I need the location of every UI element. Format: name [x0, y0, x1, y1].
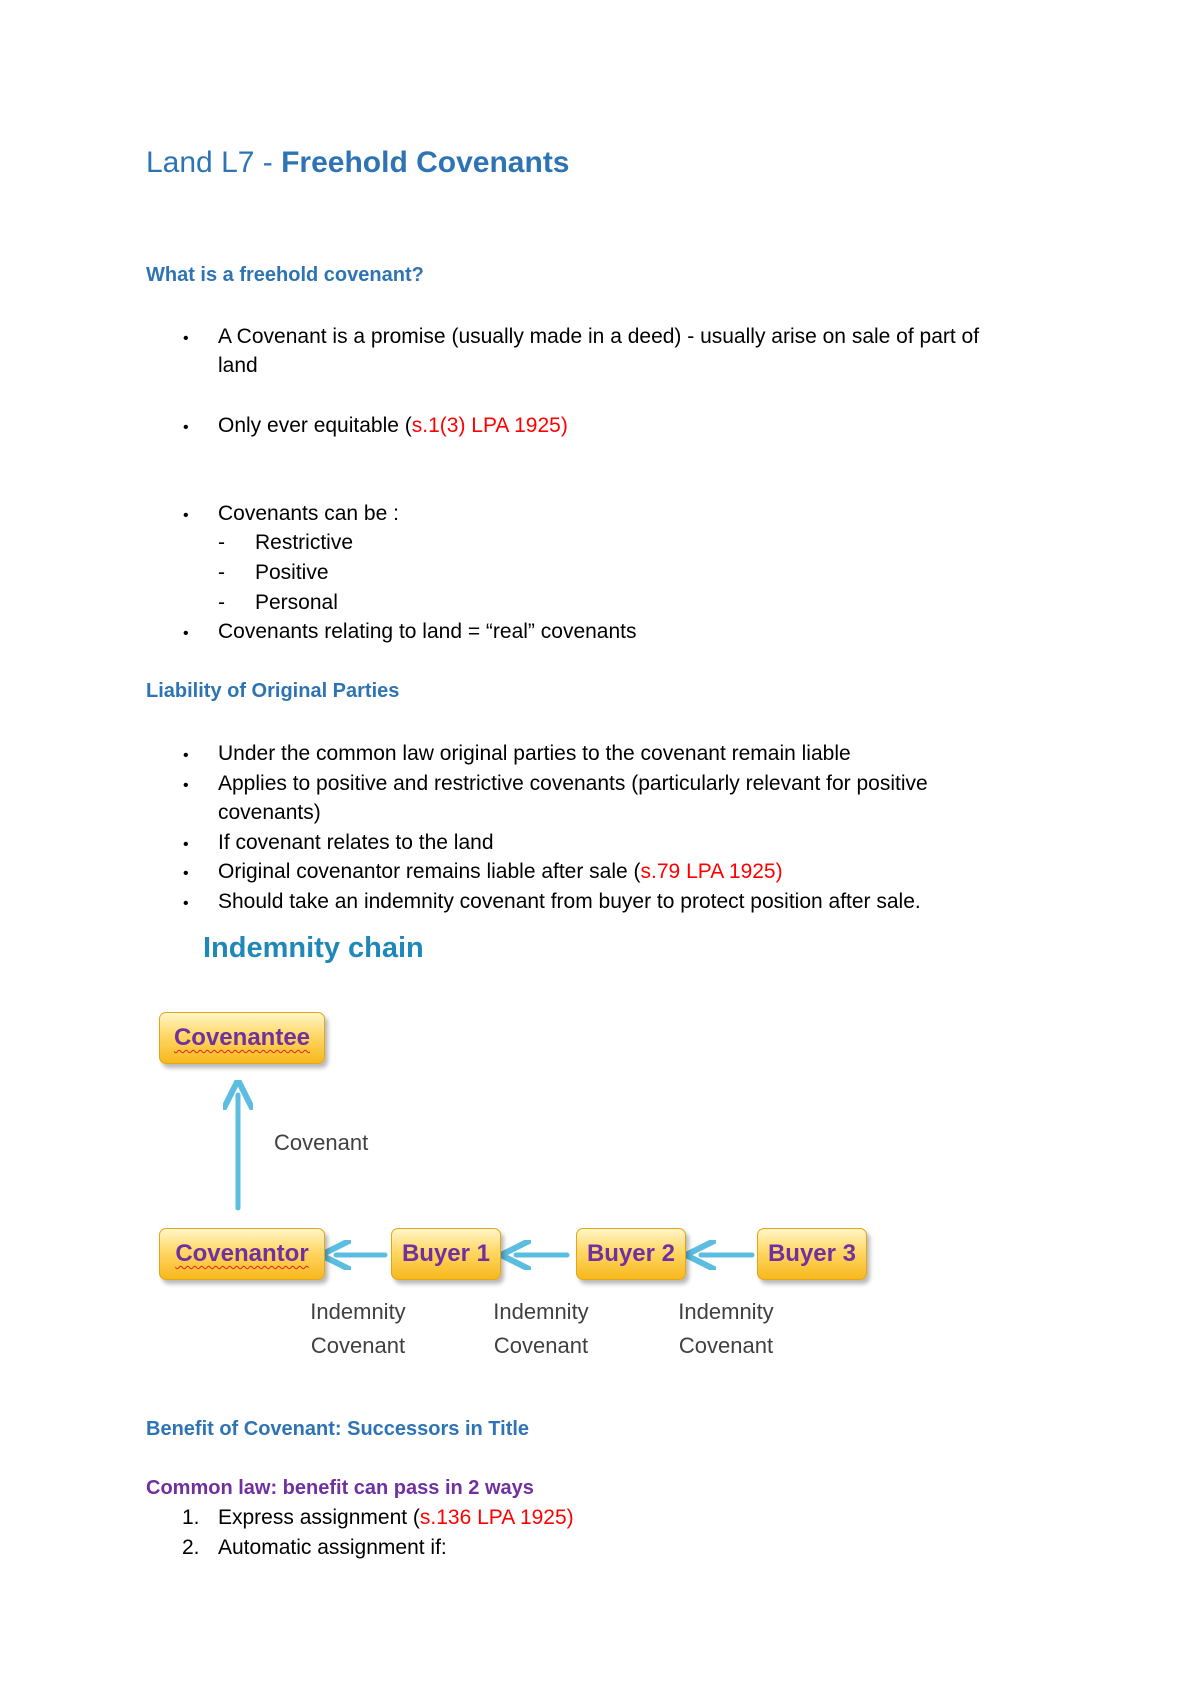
title-prefix: Land L7 -: [146, 146, 282, 179]
covenant-type: Restrictive: [255, 531, 354, 554]
covenant-word: Covenant: [310, 1333, 406, 1358]
indemnity-word: Indemnity: [310, 1299, 406, 1324]
bullet-marker: •: [183, 625, 189, 642]
text-line: Should take an indemnity covenant from buyer to protect position after sale.: [218, 890, 921, 913]
list-number: 1.: [182, 1506, 200, 1529]
legal-reference: s.136 LPA 1925): [419, 1506, 574, 1529]
text-line: covenants): [218, 801, 321, 824]
list-number: 2.: [182, 1536, 200, 1559]
title-main: Freehold Covenants: [281, 146, 570, 179]
text-line: Covenants relating to land = “real” covenants: [218, 620, 637, 643]
covenant-word: Covenant: [493, 1333, 589, 1358]
bullet-marker: •: [183, 865, 189, 882]
buyer-3-box: [757, 1228, 867, 1280]
text-line: [218, 1503, 574, 1532]
covenant-label: Covenant: [274, 1130, 369, 1155]
text-line: land: [218, 354, 258, 377]
bullet-marker: •: [183, 747, 189, 764]
dash-marker: -: [218, 591, 225, 614]
buyer-1-box: [391, 1228, 501, 1280]
text-line: Automatic assignment if:: [218, 1536, 447, 1559]
heading-what-is-covenant: What is a freehold covenant?: [146, 264, 424, 286]
covenantee-label: Covenantee: [173, 1024, 311, 1051]
buyer-1-label: Buyer 1: [401, 1240, 491, 1267]
covenant-type: Positive: [255, 561, 329, 584]
buyer-3-label: Buyer 3: [767, 1240, 857, 1267]
bullet-marker: •: [183, 895, 189, 912]
covenant-type: Personal: [255, 591, 338, 614]
bullet-marker: •: [183, 836, 189, 853]
bullet-marker: •: [183, 330, 189, 347]
dash-marker: -: [218, 531, 225, 554]
diagram-title: Indemnity chain: [203, 932, 424, 964]
indemnity-covenant-label-2: [481, 1295, 601, 1363]
text-line: If covenant relates to the land: [218, 831, 494, 854]
buyer-2-label: Buyer 2: [586, 1240, 676, 1267]
heading-benefit: Benefit of Covenant: Successors in Title: [146, 1418, 530, 1440]
text-span: Express assignment (: [218, 1506, 420, 1529]
dash-marker: -: [218, 561, 225, 584]
heading-liability: Liability of Original Parties: [146, 680, 400, 702]
subheading-common-law: Common law: benefit can pass in 2 ways: [146, 1477, 534, 1499]
text-span: Only ever equitable (: [218, 414, 412, 437]
legal-reference: s.1(3) LPA 1925): [411, 414, 568, 437]
text-line: Applies to positive and restrictive covenants (particularly relevant for positive: [218, 772, 928, 795]
covenant-word: Covenant: [678, 1333, 774, 1358]
text-line: Covenants can be :: [218, 502, 399, 525]
indemnity-covenant-label-3: [666, 1295, 786, 1363]
bullet-marker: •: [183, 777, 189, 794]
covenantor-box: [159, 1228, 325, 1280]
indemnity-covenant-label-1: [298, 1295, 418, 1363]
covenantee-box: [159, 1012, 325, 1064]
bullet-marker: •: [183, 419, 189, 436]
bullet-marker: •: [183, 507, 189, 524]
text-span: Original covenantor remains liable after sale (: [218, 860, 641, 883]
buyer-2-box: [576, 1228, 686, 1280]
indemnity-word: Indemnity: [678, 1299, 774, 1324]
covenantor-label: Covenantor: [175, 1240, 309, 1267]
text-line: Under the common law original parties to the covenant remain liable: [218, 742, 851, 765]
text-line: A Covenant is a promise (usually made in a deed) - usually arise on sale of part of: [218, 325, 980, 348]
legal-reference: s.79 LPA 1925): [640, 860, 783, 883]
indemnity-word: Indemnity: [493, 1299, 589, 1324]
